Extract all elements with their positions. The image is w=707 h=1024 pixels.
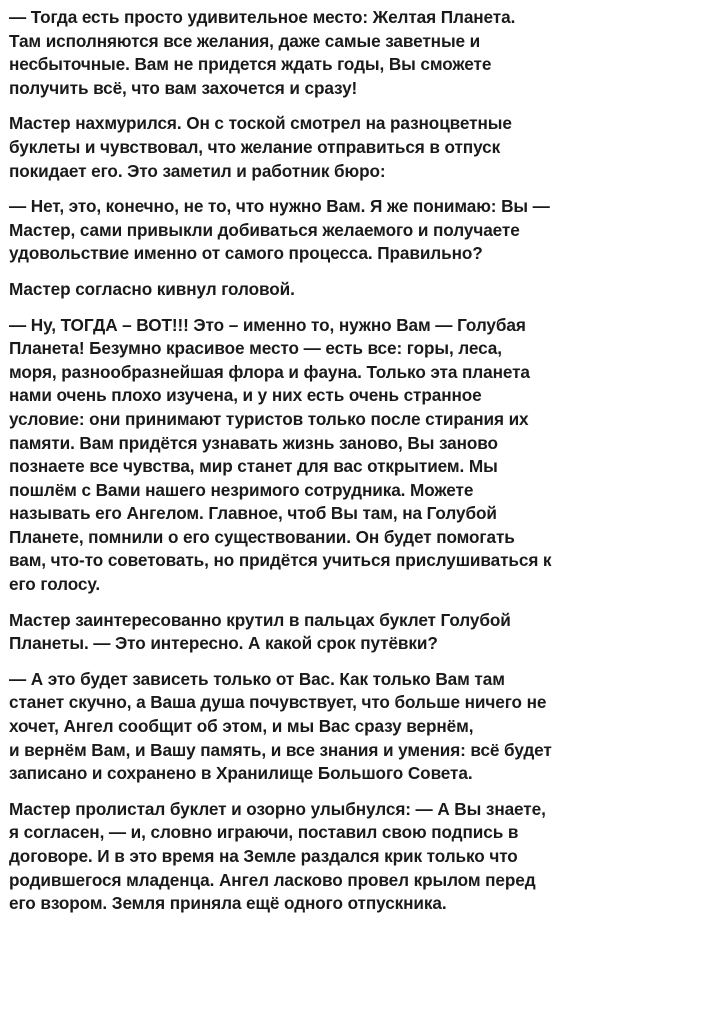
paragraph-blue-planet: — Ну, ТОГДА – ВОТ!!! Это – именно то, нужно Вам — Голубая Планета! Безумно красивое место — есть все: горы, леса, моря, разнообразнейшая флора и фауна. Только эта планета нами очень плохо изучена, и у них есть очень странное условие: они принимают туристов только после стирания их памяти. Вам придётся узнавать жизнь заново, Вы заново познаете все чувства, мир станет для вас открытием. Мы пошлём с Вами нашего незримого сотрудника. Можете называть его Ангелом. Главное, чтоб Вы там, на Голубой Планете, помнили о его существовании. Он будет помогать вам, что-то советовать, но придётся учиться прислушиваться к его голосу.: [9, 314, 552, 595]
paragraph-depends-on-you: — А это будет зависеть только от Вас. Как только Вам там станет скучно, а Ваша душа почувствует, что больше ничего не хочет, Ангел сообщит об этом, и мы Вас сразу вернём, и вернём Вам, и Вашу память, и все знания и умения: всё будет записано и сохранено в Хранилище Большого Совета.: [9, 668, 552, 784]
paragraph-master-nodded: Мастер согласно кивнул головой.: [9, 278, 295, 299]
paragraph-booklet-question: Мастер заинтересованно крутил в пальцах буклет Голубой Планеты. — Это интересно. А какой срок путёвки?: [9, 609, 511, 654]
paragraph-not-that: — Нет, это, конечно, не то, что нужно Вам. Я же понимаю: Вы — Мастер, сами привыкли добиваться желаемого и получаете удовольствие именно от самого процесса. Правильно?: [9, 196, 550, 264]
paragraph-signature: Мастер пролистал буклет и озорно улыбнулся: — А Вы знаете, я согласен, — и, словно играючи, поставил свою подпись в договоре. И в это время на Земле раздался крик только что родившегося младенца. Ангел ласково провел крылом перед его взором. Земля приняла ещё одного отпускника.: [9, 798, 546, 914]
paragraph-master-frowned: Мастер нахмурился. Он с тоской смотрел на разноцветные буклеты и чувствовал, что желание отправиться в отпуск покидает его. Это заметил и работник бюро:: [9, 113, 512, 181]
paragraph-yellow-planet: — Тогда есть просто удивительное место: Желтая Планета. Там исполняются все желания, даже самые заветные и несбыточные. Вам не придется ждать годы, Вы сможете получить всё, что вам захочется и сразу!: [9, 7, 516, 98]
